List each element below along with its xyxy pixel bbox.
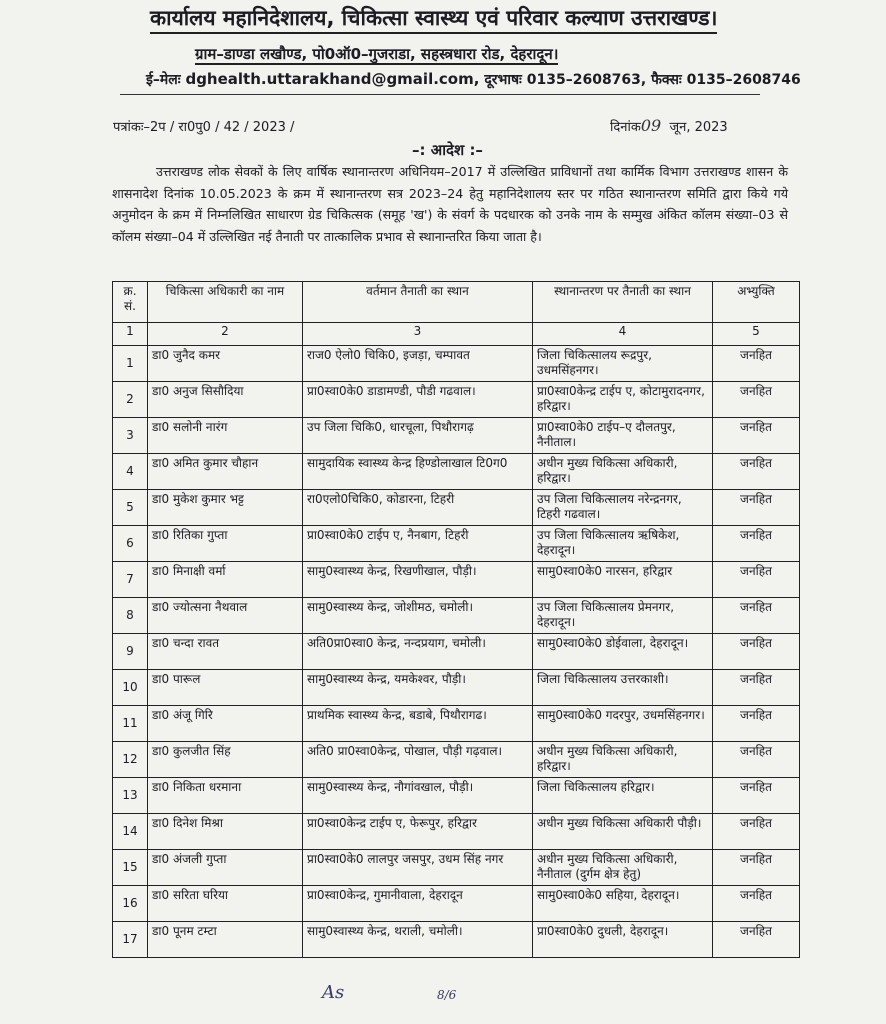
current-posting-cell: सामु0स्वास्थ्य केन्द्र, नौगांवखाल, पौड़ी। xyxy=(303,778,533,814)
remark-cell: जनहित xyxy=(713,670,800,706)
serial-cell: 14 xyxy=(113,814,148,850)
remark-cell: जनहित xyxy=(713,850,800,886)
fax-number: फैक्सः 0135–2608746 xyxy=(651,72,801,88)
current-posting-cell: प्रा0स्वा0केन्द्र, गुमानीवाला, देहरादून xyxy=(303,886,533,922)
table-row xyxy=(113,886,800,922)
new-posting-cell: उप जिला चिकित्सालय नरेन्द्रनगर, टिहरी गढवाल। xyxy=(533,490,713,526)
serial-cell: 3 xyxy=(113,418,148,454)
table-row xyxy=(113,526,800,562)
remark-cell: जनहित xyxy=(713,346,800,382)
remark-cell: जनहित xyxy=(713,382,800,418)
column-number-row xyxy=(113,323,800,346)
table-row xyxy=(113,742,800,778)
current-posting-cell: सामुदायिक स्वास्थ्य केन्द्र हिण्डोलाखाल टि0ग0 xyxy=(303,454,533,490)
remark-cell: जनहित xyxy=(713,526,800,562)
table-row xyxy=(113,814,800,850)
officer-name-cell: डा0 सरिता घरिया xyxy=(148,886,303,922)
new-posting-cell: जिला चिकित्सालय रूद्रपुर, उधमसिंहनगर। xyxy=(533,346,713,382)
table-row xyxy=(113,598,800,634)
new-posting-cell: उप जिला चिकित्सालय ऋषिकेश, देहरादून। xyxy=(533,526,713,562)
remark-cell: जनहित xyxy=(713,454,800,490)
current-posting-cell: सामु0स्वास्थ्य केन्द्र, थराली, चमोली। xyxy=(303,922,533,958)
officer-name-cell: डा0 सलोनी नारंग xyxy=(148,418,303,454)
header-divider xyxy=(120,94,760,95)
date-day: 09 xyxy=(640,116,662,135)
new-posting-cell: प्रा0स्वा0के0 दुधली, देहरादून। xyxy=(533,922,713,958)
current-posting-cell: रा0एलो0चिकि0, कोडारना, टिहरी xyxy=(303,490,533,526)
officer-name-cell: डा0 मिनाक्षी वर्मा xyxy=(148,562,303,598)
table-row xyxy=(113,382,800,418)
signature-1: As xyxy=(322,982,345,1003)
officer-name-cell: डा0 रितिका गुप्ता xyxy=(148,526,303,562)
col-header-current-posting: वर्तमान तैनाती का स्थान xyxy=(303,282,533,323)
new-posting-cell: सामु0स्वा0के0 नारसन, हरिद्वार xyxy=(533,562,713,598)
officer-name-cell: डा0 अनुज सिसौदिया xyxy=(148,382,303,418)
serial-cell: 5 xyxy=(113,490,148,526)
order-heading: –: आदेश :– xyxy=(412,141,483,159)
column-number: 1 xyxy=(113,323,148,346)
table-row xyxy=(113,418,800,454)
officer-name-cell: डा0 ज्योत्सना नैथवाल xyxy=(148,598,303,634)
current-posting-cell: प्रा0स्वा0के0 लालपुर जसपुर, उधम सिंह नगर xyxy=(303,850,533,886)
col-header-remark: अभ्युक्ति xyxy=(713,282,800,323)
col-header-serial: क्र. सं. xyxy=(113,282,148,323)
serial-cell: 7 xyxy=(113,562,148,598)
serial-cell: 9 xyxy=(113,634,148,670)
new-posting-cell: अधीन मुख्य चिकित्सा अधिकारी, हरिद्वार। xyxy=(533,742,713,778)
table-header-row xyxy=(113,282,800,323)
new-posting-cell: सामु0स्वा0के0 सहिया, देहरादून। xyxy=(533,886,713,922)
serial-cell: 8 xyxy=(113,598,148,634)
new-posting-cell: अधीन मुख्य चिकित्सा अधिकारी, हरिद्वार। xyxy=(533,454,713,490)
new-posting-cell: जिला चिकित्सालय उत्तरकाशी। xyxy=(533,670,713,706)
table-row xyxy=(113,670,800,706)
current-posting-cell: प्राथमिक स्वास्थ्य केन्द्र, बडाबे, पिथौरागढ। xyxy=(303,706,533,742)
phone-number: दूरभाषः 0135–2608763, xyxy=(484,72,647,88)
serial-cell: 10 xyxy=(113,670,148,706)
serial-cell: 13 xyxy=(113,778,148,814)
new-posting-cell: सामु0स्वा0के0 गदरपुर, उधमसिंहनगर। xyxy=(533,706,713,742)
date-label: दिनांक xyxy=(610,120,641,135)
email-label: ई–मेलः xyxy=(146,72,181,88)
serial-cell: 15 xyxy=(113,850,148,886)
new-posting-cell: जिला चिकित्सालय हरिद्वार। xyxy=(533,778,713,814)
officer-name-cell: डा0 अंजली गुप्ता xyxy=(148,850,303,886)
column-number: 3 xyxy=(303,323,533,346)
remark-cell: जनहित xyxy=(713,598,800,634)
col-header-new-posting: स्थानान्तरण पर तैनाती का स्थान xyxy=(533,282,713,323)
remark-cell: जनहित xyxy=(713,922,800,958)
current-posting-cell: अति0प्रा0स्वा0 केन्द्र, नन्दप्रयाग, चमोली। xyxy=(303,634,533,670)
serial-cell: 1 xyxy=(113,346,148,382)
remark-cell: जनहित xyxy=(713,562,800,598)
table-row xyxy=(113,850,800,886)
remark-cell: जनहित xyxy=(713,742,800,778)
email-link[interactable]: dghealth.uttarakhand@gmail.com, xyxy=(185,70,480,88)
current-posting-cell: प्रा0स्वा0के0 डाडामण्डी, पौडी गढवाल। xyxy=(303,382,533,418)
table-row xyxy=(113,922,800,958)
serial-cell: 4 xyxy=(113,454,148,490)
officer-name-cell: डा0 दिनेश मिश्रा xyxy=(148,814,303,850)
new-posting-cell: प्रा0स्वा0के0 टाईप–ए दौलतपुर, नैनीताल। xyxy=(533,418,713,454)
current-posting-cell: उप जिला चिकि0, धारचूला, पिथौरागढ़ xyxy=(303,418,533,454)
table-row xyxy=(113,778,800,814)
officer-name-cell: डा0 चन्दा रावत xyxy=(148,634,303,670)
officer-name-cell: डा0 मुकेश कुमार भट्ट xyxy=(148,490,303,526)
current-posting-cell: अति0 प्रा0स्वा0केन्द्र, पोखाल, पौड़ी गढ़वाल। xyxy=(303,742,533,778)
new-posting-cell: अधीन मुख्य चिकित्सा अधिकारी पौड़ी। xyxy=(533,814,713,850)
serial-cell: 16 xyxy=(113,886,148,922)
new-posting-cell: सामु0स्वा0के0 डोईवाला, देहरादून। xyxy=(533,634,713,670)
current-posting-cell: प्रा0स्वा0के0 टाईप ए, नैनबाग, टिहरी xyxy=(303,526,533,562)
order-date xyxy=(610,116,728,135)
serial-cell: 17 xyxy=(113,922,148,958)
officer-name-cell: डा0 पारूल xyxy=(148,670,303,706)
col-header-name: चिकित्सा अधिकारी का नाम xyxy=(148,282,303,323)
new-posting-cell: प्रा0स्वा0केन्द्र टाईप ए, कोटामुरादनगर, हरिद्वार। xyxy=(533,382,713,418)
remark-cell: जनहित xyxy=(713,634,800,670)
officer-name-cell: डा0 कुलजीत सिंह xyxy=(148,742,303,778)
current-posting-cell: सामु0स्वास्थ्य केन्द्र, जोशीमठ, चमोली। xyxy=(303,598,533,634)
current-posting-cell: सामु0स्वास्थ्य केन्द्र, रिखणीखाल, पौड़ी। xyxy=(303,562,533,598)
table-row xyxy=(113,490,800,526)
date-month-year: जून, 2023 xyxy=(669,120,728,135)
officer-name-cell: डा0 निकिता धरमाना xyxy=(148,778,303,814)
office-address: ग्राम–डाण्डा लखौण्ड, पो0ऑ0–गुजराडा, सहस्त्रधारा रोड, देहरादून। xyxy=(195,45,559,63)
table-row xyxy=(113,706,800,742)
current-posting-cell: प्रा0स्वा0केन्द्र टाईप ए, फेरूपुर, हरिद्वार xyxy=(303,814,533,850)
serial-cell: 11 xyxy=(113,706,148,742)
remark-cell: जनहित xyxy=(713,886,800,922)
remark-cell: जनहित xyxy=(713,490,800,526)
order-body-text: उत्तराखण्ड लोक सेवकों के लिए वार्षिक स्थानान्तरण अधिनियम–2017 में उल्लिखित प्राविधानों तथा कार्मिक विभाग उत्तराखण्ड शासन के शासनादेश दिनांक 10.05.2023 के क्रम में स्थानान्तरण सत्र 2023–24 हेतु महानिदेशालय स्तर पर गठित स्थानान्तरण समिति द्वारा किये गये अनुमोदन के क्रम में निम्नलिखित साधारण ग्रेड चिकित्सक (समूह 'ख') के संवर्ग के पदधारक को उनके नाम के सम्मुख अंकित कॉलम संख्या–03 से कॉलम संख्या–04 में उल्लिखित नई तैनाती पर तात्कालिक प्रभाव से स्थानान्तरित किया जाता है। xyxy=(112,164,788,244)
current-posting-cell: सामु0स्वास्थ्य केन्द्र, यमकेश्वर, पौड़ी। xyxy=(303,670,533,706)
remark-cell: जनहित xyxy=(713,778,800,814)
column-number: 4 xyxy=(533,323,713,346)
serial-cell: 12 xyxy=(113,742,148,778)
remark-cell: जनहित xyxy=(713,706,800,742)
contact-line xyxy=(146,70,801,89)
remark-cell: जनहित xyxy=(713,418,800,454)
table-row xyxy=(113,346,800,382)
signature-2: 8/6 xyxy=(437,988,457,1002)
table-row xyxy=(113,634,800,670)
serial-cell: 6 xyxy=(113,526,148,562)
serial-cell: 2 xyxy=(113,382,148,418)
transfer-table xyxy=(112,281,800,958)
table-row xyxy=(113,454,800,490)
reference-number: पत्रांकः–2प / रा0पु0 / 42 / 2023 / xyxy=(113,120,295,135)
officer-name-cell: डा0 अमित कुमार चौहान xyxy=(148,454,303,490)
new-posting-cell: उप जिला चिकित्सालय प्रेमनगर, देहरादून। xyxy=(533,598,713,634)
office-title: कार्यालय महानिदेशालय, चिकित्सा स्वास्थ्य एवं परिवार कल्याण उत्तराखण्ड। xyxy=(150,4,750,32)
remark-cell: जनहित xyxy=(713,814,800,850)
officer-name-cell: डा0 पूनम टम्टा xyxy=(148,922,303,958)
officer-name-cell: डा0 जुनैद कमर xyxy=(148,346,303,382)
new-posting-cell: अधीन मुख्य चिकित्सा अधिकारी, नैनीताल (दुर्गम क्षेत्र हेतु) xyxy=(533,850,713,886)
officer-name-cell: डा0 अंजू गिरि xyxy=(148,706,303,742)
column-number: 2 xyxy=(148,323,303,346)
current-posting-cell: राज0 ऐलो0 चिकि0, इजड़ा, चम्पावत xyxy=(303,346,533,382)
table-row xyxy=(113,562,800,598)
column-number: 5 xyxy=(713,323,800,346)
